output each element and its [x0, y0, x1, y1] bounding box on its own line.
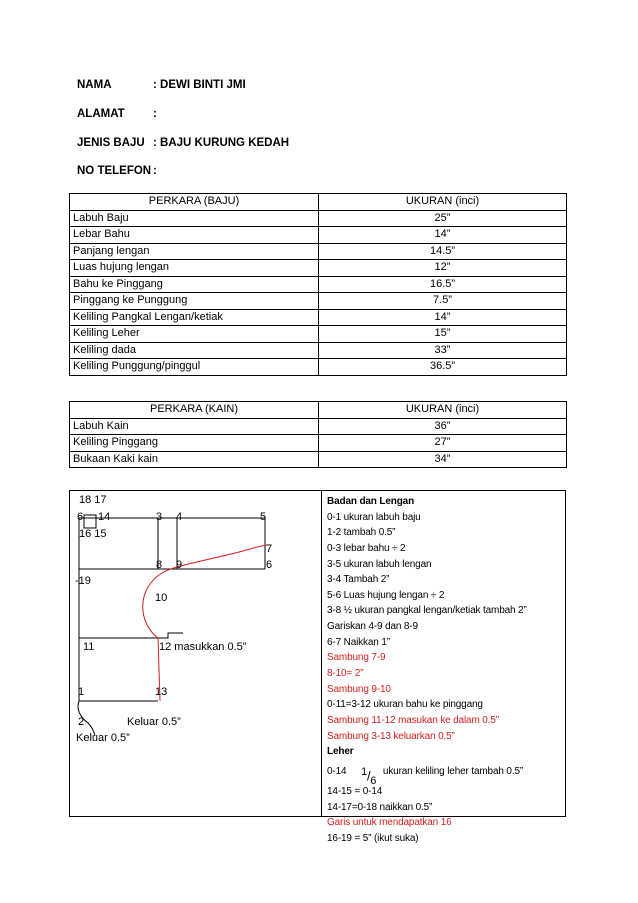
item-cell: Bahu ke Pinggang	[70, 276, 319, 293]
note-line: 6-7 Naikkan 1”	[327, 636, 390, 648]
fraction: $^1/_6$	[361, 765, 377, 787]
table-row	[70, 243, 567, 260]
info-label-telefon: NO TELEFON	[77, 165, 152, 177]
note-line-red: Garis untuk mendapatkan 16	[327, 817, 452, 829]
kain-measurement-table	[69, 401, 567, 468]
info-value-telefon: :	[153, 165, 157, 177]
label-keluar-1: Keluar 0.5”	[127, 716, 181, 728]
value-cell: 14”	[319, 309, 567, 326]
table-row	[70, 227, 567, 244]
neck-box	[84, 515, 96, 528]
item-cell: Keliling Pinggang	[70, 435, 319, 452]
value-cell: 36”	[319, 418, 567, 435]
note-line-red: 8-10= 2”	[327, 668, 364, 680]
table-row	[70, 435, 567, 452]
label-10: 10	[155, 592, 168, 604]
note-line-red: Sambung 9-10	[327, 683, 391, 695]
item-cell: Luas hujung lengan	[70, 260, 319, 277]
frac-den: 6	[370, 774, 377, 787]
info-value-jenis-baju: : BAJU KURUNG KEDAH	[153, 137, 290, 149]
note-line: 3-5 ukuran labuh lengan	[327, 558, 432, 570]
note-line: 16-19 = 5” (ikut suka)	[327, 832, 419, 844]
info-label-nama: NAMA	[77, 79, 112, 91]
drafting-instructions	[327, 494, 563, 846]
note-line: 3-4 Tambah 2”	[327, 574, 390, 586]
item-cell: Keliling Leher	[70, 326, 319, 343]
note-line-red: Sambung 7-9	[327, 652, 386, 664]
table-row	[70, 293, 567, 310]
value-cell: 15”	[319, 326, 567, 343]
table-row	[70, 359, 567, 376]
label-18-17: 18 17	[79, 494, 107, 506]
item-cell: Pinggang ke Punggung	[70, 293, 319, 310]
label-12: 12 masukkan 0.5”	[159, 641, 247, 653]
table-row	[70, 451, 567, 468]
label-13: 13	[155, 686, 168, 698]
value-cell: 27”	[319, 435, 567, 452]
label-6: 6	[77, 511, 84, 523]
note-line: Gariskan 4-9 dan 8-9	[327, 621, 418, 633]
label-9: 9	[176, 559, 183, 571]
column-divider	[321, 491, 322, 816]
value-cell: 36.5”	[319, 359, 567, 376]
label-5: 5	[260, 511, 267, 523]
header-ukuran: UKURAN (inci)	[319, 194, 567, 211]
value-cell: 7.5”	[319, 293, 567, 310]
label-7: 7	[266, 543, 273, 555]
table-row	[70, 326, 567, 343]
item-cell: Lebar Bahu	[70, 227, 319, 244]
info-value-alamat: :	[153, 108, 157, 120]
table-header-row	[70, 194, 567, 211]
pattern-diagram	[70, 491, 321, 816]
note-line-red: Sambung 3-13 keluarkan 0.5”	[327, 730, 455, 742]
info-label-alamat: ALAMAT	[77, 108, 125, 120]
label-16-15: 16 15	[79, 528, 107, 540]
table-header-row	[70, 402, 567, 419]
item-cell: Keliling Pangkal Lengan/ketiak	[70, 309, 319, 326]
baju-measurement-table	[69, 193, 567, 376]
table-row	[70, 260, 567, 277]
note-fraction-line	[327, 760, 563, 787]
label-14: 14	[98, 511, 111, 523]
table-row	[70, 309, 567, 326]
label-3: 3	[156, 511, 163, 523]
value-cell: 14”	[319, 227, 567, 244]
table-row	[70, 418, 567, 435]
value-cell: 12”	[319, 260, 567, 277]
label-6b: 6	[266, 559, 273, 571]
note-line: 0-11=3-12 ukuran bahu ke pinggang	[327, 699, 483, 711]
label-1: 1	[78, 686, 85, 698]
note-line: 1-2 tambah 0.5”	[327, 527, 396, 539]
frac-suffix: ukuran keliling leher tambah 0.5”	[382, 765, 524, 777]
pattern-lines	[70, 491, 321, 816]
header-perkara-kain: PERKARA (KAIN)	[70, 402, 319, 419]
label-2: 2	[78, 716, 85, 728]
value-cell: 14.5”	[319, 243, 567, 260]
note-line: 0-1 ukuran labuh baju	[327, 511, 421, 523]
header-ukuran: UKURAN (inci)	[319, 402, 567, 419]
note-line-red: Sambung 11-12 masukan ke dalam 0.5”	[327, 714, 499, 726]
item-cell: Panjang lengan	[70, 243, 319, 260]
label-11: 11	[83, 641, 95, 653]
note-heading-leher: Leher	[327, 746, 354, 758]
label-keluar-2: Keluar 0.5”	[76, 732, 130, 744]
table-row	[70, 342, 567, 359]
item-cell: Bukaan Kaki kain	[70, 451, 319, 468]
note-line: 5-6 Luas hujung lengan ÷ 2	[327, 589, 445, 601]
info-label-jenis-baju: JENIS BAJU	[77, 137, 145, 149]
label-19: -19	[75, 575, 91, 587]
item-cell: Keliling Punggung/pinggul	[70, 359, 319, 376]
header-perkara-baju: PERKARA (BAJU)	[70, 194, 319, 211]
note-line: 14-15 = 0-14	[327, 785, 383, 797]
item-cell: Labuh Kain	[70, 418, 319, 435]
label-4: 4	[176, 511, 183, 523]
value-cell: 25”	[319, 210, 567, 227]
pattern-draft-box	[69, 490, 566, 844]
note-line: 0-3 lebar bahu ÷ 2	[327, 542, 406, 554]
label-8: 8	[156, 559, 163, 571]
table-row	[70, 276, 567, 293]
value-cell: 33”	[319, 342, 567, 359]
frac-prefix: 0-14	[327, 765, 347, 777]
value-cell: 16.5”	[319, 276, 567, 293]
note-line: 3-8 ½ ukuran pangkal lengan/ketiak tambah 2”	[327, 605, 527, 617]
table-row	[70, 210, 567, 227]
frac-num: 1	[361, 765, 367, 778]
note-line: 14-17=0-18 naikkan 0.5”	[327, 801, 433, 813]
waist-step	[158, 633, 183, 638]
info-value-nama: : DEWI BINTI JMI	[153, 79, 246, 91]
item-cell: Labuh Baju	[70, 210, 319, 227]
item-cell: Keliling dada	[70, 342, 319, 359]
note-heading-badan: Badan dan Lengan	[327, 496, 415, 507]
value-cell: 34”	[319, 451, 567, 468]
